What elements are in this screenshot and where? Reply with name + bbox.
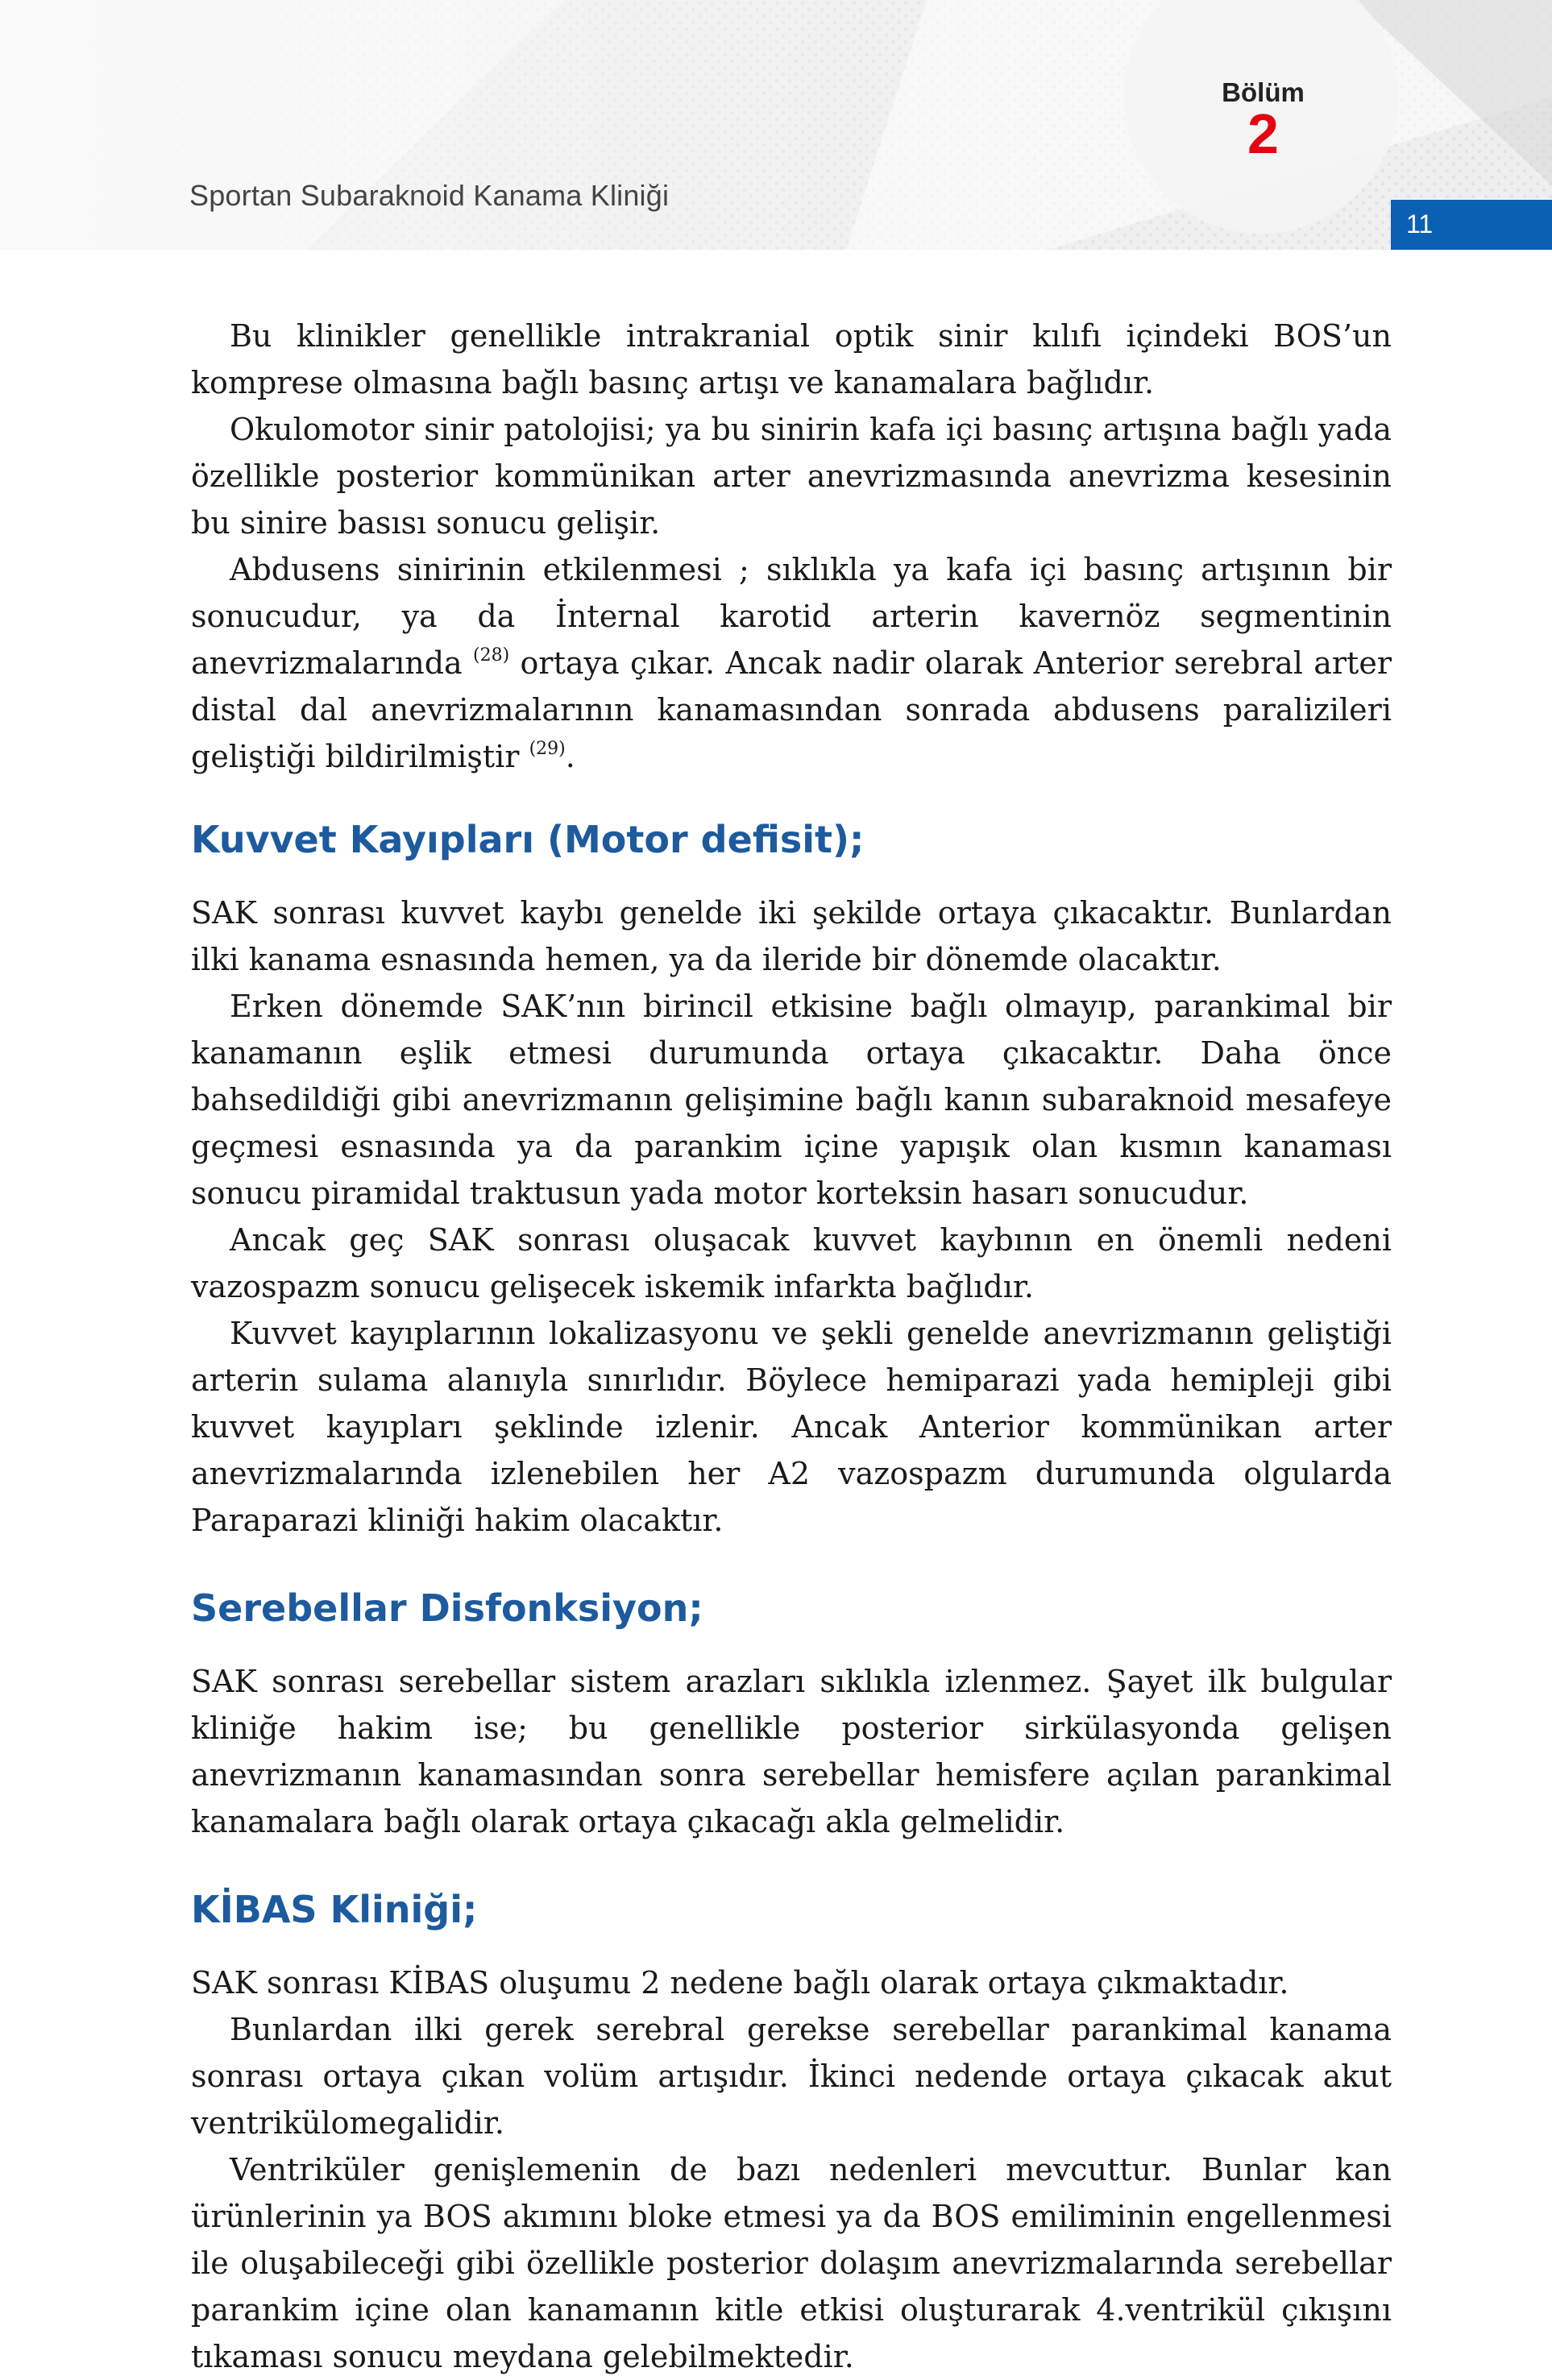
intro-paragraph-2: Okulomotor sinir patolojisi; ya bu sinirin kafa içi basınç artışına bağlı yada özellikle posterior kommünikan arter anevrizmasında anevrizma kesesinin bu sinire basısı sonucu gelişir. [191, 412, 1392, 541]
heading-cerebellar-dysfunction: Serebellar Disfonksiyon; [191, 1586, 703, 1630]
page-header [0, 0, 1552, 250]
book-title: Sportan Subaraknoid Kanama Kliniği [189, 179, 670, 212]
page-content [191, 313, 1392, 2380]
citation-28: (28) [473, 645, 510, 665]
chapter-label: Bölüm [1222, 77, 1305, 107]
heading-kibas: KİBAS Kliniği; [191, 1888, 478, 1931]
intro-paragraph-3-part-c: . [565, 739, 575, 774]
intro-paragraph-1: Bu klinikler genellikle intrakranial optik sinir kılıfı içindeki BOS’un komprese olmasına bağlı basınç artışı ve kanamalara bağlıdır. [191, 318, 1392, 400]
citation-29: (29) [529, 739, 566, 759]
motor-paragraph-4: Kuvvet kayıplarının lokalizasyonu ve şekli genelde anevrizmanın geliştiği arterin sulama alanıyla sınırlıdır. Böylece hemiparazi yada hemipleji gibi kuvvet kayıpları şeklinde izlenir. Ancak Anterior kommünikan arter anevrizmalarında izlenebilen her A2 vazospazm durumunda olgularda Paraparazi kliniği hakim olacaktır. [191, 1316, 1392, 1538]
heading-motor-deficit: Kuvvet Kayıpları (Motor defisit); [191, 818, 865, 861]
page-number: 11 [1406, 209, 1434, 238]
chapter-number: 2 [1247, 102, 1279, 165]
kibas-paragraph-2: Bunlardan ilki gerek serebral gerekse serebellar parankimal kanama sonrası ortaya çıkan volüm artışıdır. İkinci nedende ortaya çıkacak akut ventrikülomegalidir. [191, 2012, 1392, 2141]
intro-paragraph-3-part-a: Abdusens sinirinin etkilenmesi ; sıklıkla ya kafa içi basınç artışının bir sonucudur, ya da İnternal karotid arterin kavernöz segmentinin anevrizmalarında [191, 552, 1392, 681]
cerebellar-paragraph-1: SAK sonrası serebellar sistem arazları sıklıkla izlenmez. Şayet ilk bulgular kliniğe hakim ise; bu genellikle posterior sirkülasyonda gelişen anevrizmanın kanamasından sonra serebellar hemisfere açılan parankimal kanamalara bağlı olarak ortaya çıkacağı akla gelmelidir. [191, 1664, 1392, 1839]
intro-paragraph-3 [191, 546, 1392, 780]
motor-paragraph-2: Erken dönemde SAK’nın birincil etkisine bağlı olmayıp, parankimal bir kanamanın eşlik etmesi durumunda ortaya çıkacaktır. Daha önce bahsedildiği gibi anevrizmanın gelişimine bağlı kanın subaraknoid mesafeye geçmesi esnasında ya da parankim içine yapışık olan kısmın kanaması sonucu piramidal traktusun yada motor korteksin hasarı sonucudur. [191, 989, 1392, 1211]
motor-paragraph-3: Ancak geç SAK sonrası oluşacak kuvvet kaybının en önemli nedeni vazospazm sonucu gelişecek iskemik infarkta bağlıdır. [191, 1222, 1392, 1304]
motor-paragraph-1: SAK sonrası kuvvet kaybı genelde iki şekilde ortaya çıkacaktır. Bunlardan ilki kanama esnasında hemen, ya da ileride bir dönemde olacaktır. [191, 895, 1392, 977]
kibas-paragraph-3: Ventriküler genişlemenin de bazı nedenleri mevcuttur. Bunlar kan ürünlerinin ya BOS akımını bloke etmesi ya da BOS emiliminin engellenmesi ile oluşabileceği gibi özellikle posterior dolaşım anevrizmalarında serebellar parankim içine olan kanamanın kitle etkisi oluşturarak 4.ventrikül çıkışını tıkaması sonucu meydana gelebilmektedir. [191, 2152, 1392, 2374]
kibas-paragraph-1: SAK sonrası KİBAS oluşumu 2 nedene bağlı olarak ortaya çıkmaktadır. [191, 1965, 1289, 2001]
intro-paragraph-3-part-b: ortaya çıkar. Ancak nadir olarak Anterior serebral arter distal dal anevrizmalarının kanamasından sonrada abdusens paralizileri geliştiği bildirilmiştir [191, 645, 1392, 774]
